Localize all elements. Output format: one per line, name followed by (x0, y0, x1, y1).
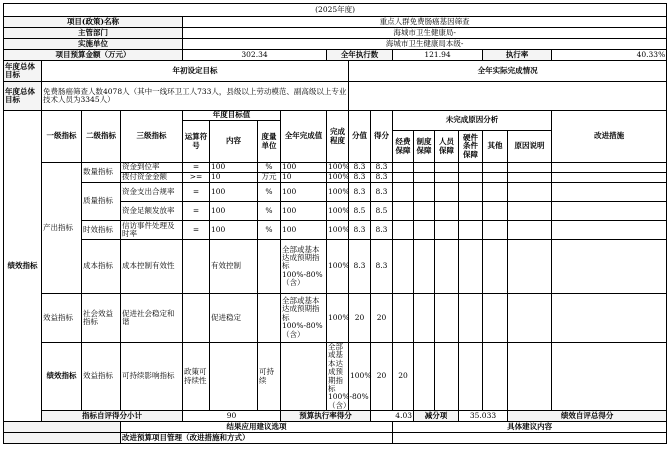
indicator-op: >= (183, 173, 210, 183)
indicator-score: 8.5 (349, 202, 371, 221)
indicator-degree: 100% (327, 240, 349, 294)
indicator-content: 100 (210, 202, 258, 221)
indicator-unit: % (258, 221, 281, 240)
impl-label: 实施单位 (4, 39, 183, 50)
project-name-value: 重点人群免费肠癌基因筛查 (183, 17, 667, 28)
budget-score-value: 4.03 (371, 411, 414, 422)
indicator-unit: 万元 (258, 173, 281, 183)
deduct-label: 减分项 (414, 411, 459, 422)
indicator-got: 8.3 (371, 173, 393, 183)
header-improve: 改进措施 (552, 111, 667, 163)
dept-value: 海城市卫生健康局- (183, 28, 667, 39)
social-benefit-label: 社会效益指标 (82, 294, 121, 343)
total-score-label: 绩效自评总得分 (508, 411, 667, 422)
indicator-score: 8.3 (349, 163, 371, 173)
indicator-actual: 100 (281, 221, 327, 240)
self-score-value: 90 (183, 411, 281, 422)
actual-goal-text (349, 82, 667, 111)
budget-value: 302.34 (183, 50, 327, 61)
indicator-op (183, 294, 210, 343)
indicator-name: 促进社会稳定和谐 (121, 294, 183, 343)
indicator-op: = (183, 163, 210, 173)
indicator-content: 促进稳定 (210, 294, 258, 343)
indicator-op: = (183, 183, 210, 202)
header-reason-note: 原因说明 (508, 131, 552, 163)
impl-value: 海城市卫生健康局本级- (183, 39, 667, 50)
indicator-got: 8.3 (371, 183, 393, 202)
indicator-actual: 全部或基本达成预期指标100%-80%（含） (281, 294, 327, 343)
indicator-score: 8.3 (349, 173, 371, 183)
indicator-op (210, 343, 258, 411)
initial-goal-label: 年初设定目标 (42, 61, 349, 82)
header-got: 得分 (371, 111, 393, 163)
goal-section-label: 年度总体目标 (4, 61, 42, 82)
indicator-got: 20 (393, 343, 414, 411)
cost-indicator-label: 成本指标 (82, 240, 121, 294)
header-reason-system: 制度保障 (414, 131, 435, 163)
indicator-content: 有效控制 (210, 240, 258, 294)
indicator-score: 8.3 (349, 240, 371, 294)
indicator-name: 信访事件处理及时率 (121, 221, 183, 240)
indicator-content: 100 (210, 183, 258, 202)
indicator-actual: 100 (281, 183, 327, 202)
specific-suggestion-label: 具体建议内容 (393, 422, 667, 433)
header-unit: 度量单位 (258, 121, 281, 163)
indicator-got: 8.3 (371, 221, 393, 240)
exec-label: 全年执行数 (327, 50, 393, 61)
benefit-indicator-label: 效益指标 (42, 294, 82, 343)
header-level1: 一级指标 (42, 111, 82, 163)
indicator-op: = (183, 221, 210, 240)
indicator-content: 可持续 (258, 343, 281, 411)
indicator-got: 20 (371, 294, 393, 343)
indicator-degree: 100% (327, 183, 349, 202)
benefit-indicator-label-2: 效益指标 (82, 343, 121, 411)
budget-score-label: 预算执行率得分 (281, 411, 371, 422)
result-option-label: 结果应用建议选项 (121, 422, 393, 433)
indicator-unit (258, 240, 281, 294)
indicator-unit: % (258, 183, 281, 202)
indicator-actual: 100 (281, 202, 327, 221)
actual-goal-label: 全年实际完成情况 (349, 61, 667, 82)
project-name-label: 项目(政策)名称 (4, 17, 183, 28)
indicator-got: 8.5 (371, 202, 393, 221)
indicator-degree: 100% (349, 343, 371, 411)
self-score-label: 指标自评得分小计 (42, 411, 183, 422)
indicator-name: 拨付资金金额 (121, 173, 183, 183)
indicator-unit (258, 294, 281, 343)
rate-label: 执行率 (483, 50, 552, 61)
indicator-score: 20 (371, 343, 393, 411)
indicator-degree: 100% (327, 221, 349, 240)
indicator-name: 资金足额发放率 (121, 202, 183, 221)
header-degree: 完成程度 (327, 111, 349, 163)
indicator-unit (281, 343, 327, 411)
year-header: (2025年度) (4, 4, 667, 17)
indicator-content: 100 (210, 163, 258, 173)
indicator-got: 8.3 (371, 163, 393, 173)
output-indicator-label: 产出指标 (42, 163, 82, 294)
perf-section-label-2: 绩效指标 (42, 343, 82, 411)
indicator-score: 8.3 (349, 183, 371, 202)
goal-row-label: 年度总体目标 (4, 82, 42, 111)
header-reason-funding: 经费保障 (393, 131, 414, 163)
rate-value: 40.33% (552, 50, 667, 61)
sustain-indicator-label: 可持续影响指标 (121, 343, 183, 411)
indicator-unit: % (258, 202, 281, 221)
indicator-degree: 100% (327, 294, 349, 343)
indicator-name: 成本控制有效性 (121, 240, 183, 294)
indicator-degree: 100% (328, 162, 350, 172)
header-level3: 三级指标 (121, 111, 183, 163)
indicator-content: 100 (210, 221, 258, 240)
header-level2: 二级指标 (82, 111, 121, 163)
indicator-actual: 全部或基本达成预期指标100%-80%（含） (328, 342, 369, 410)
quantity-indicator-label: 数量指标 (82, 163, 121, 183)
indicator-actual: 100 (281, 163, 327, 173)
improve-management-content (393, 433, 667, 444)
indicator-op: = (183, 202, 210, 221)
header-reason-other: 其他 (483, 131, 508, 163)
indicator-name: 资金支出合规率 (121, 183, 183, 202)
indicator-score: 20 (349, 294, 371, 343)
indicator-actual: 10 (281, 173, 327, 183)
header-score: 分值 (349, 111, 371, 163)
indicator-content: 10 (210, 173, 258, 183)
header-actual: 全年完成值 (281, 111, 327, 163)
header-reason-hardware: 硬件条件保障 (459, 131, 483, 163)
quality-indicator-label: 质量指标 (82, 183, 121, 221)
improve-management-label: 改进预算项目管理（改进措施和方式） (121, 433, 393, 444)
perf-section-label-1: 绩效指标 (4, 111, 42, 422)
deduct-value: 35.033 (459, 411, 508, 422)
indicator-score: 8.3 (349, 221, 371, 240)
dept-label: 主管部门 (4, 28, 183, 39)
indicator-op (183, 240, 210, 294)
header-unfinished: 未完成原因分析 (393, 111, 552, 131)
performance-eval-sheet (3, 3, 666, 444)
timeliness-indicator-label: 时效指标 (82, 221, 121, 240)
indicator-degree: 100% (327, 202, 349, 221)
exec-value: 121.94 (393, 50, 483, 61)
header-reason-staff: 人员保障 (435, 131, 459, 163)
header-annual-target: 年度目标值 (183, 111, 281, 121)
indicator-name: 资金到位率 (121, 163, 183, 173)
header-op: 运算符号 (183, 121, 210, 163)
performance-table (3, 3, 667, 444)
indicator-degree: 100% (328, 172, 350, 182)
initial-goal-text: 免费肠癌筛查人数4078人（其中一线环卫工人733人，县级以上劳动模范、副高级以上专业技术人员为3345人） (42, 82, 349, 111)
indicator-unit: % (258, 163, 281, 173)
budget-label: 项目预算金额（万元） (4, 50, 183, 61)
header-content: 内容 (210, 121, 258, 163)
indicator-got: 8.3 (371, 240, 393, 294)
indicator-name: 政策可持续性 (183, 343, 210, 411)
indicator-actual: 全部或基本达成预期指标100%-80%（含） (281, 240, 327, 294)
